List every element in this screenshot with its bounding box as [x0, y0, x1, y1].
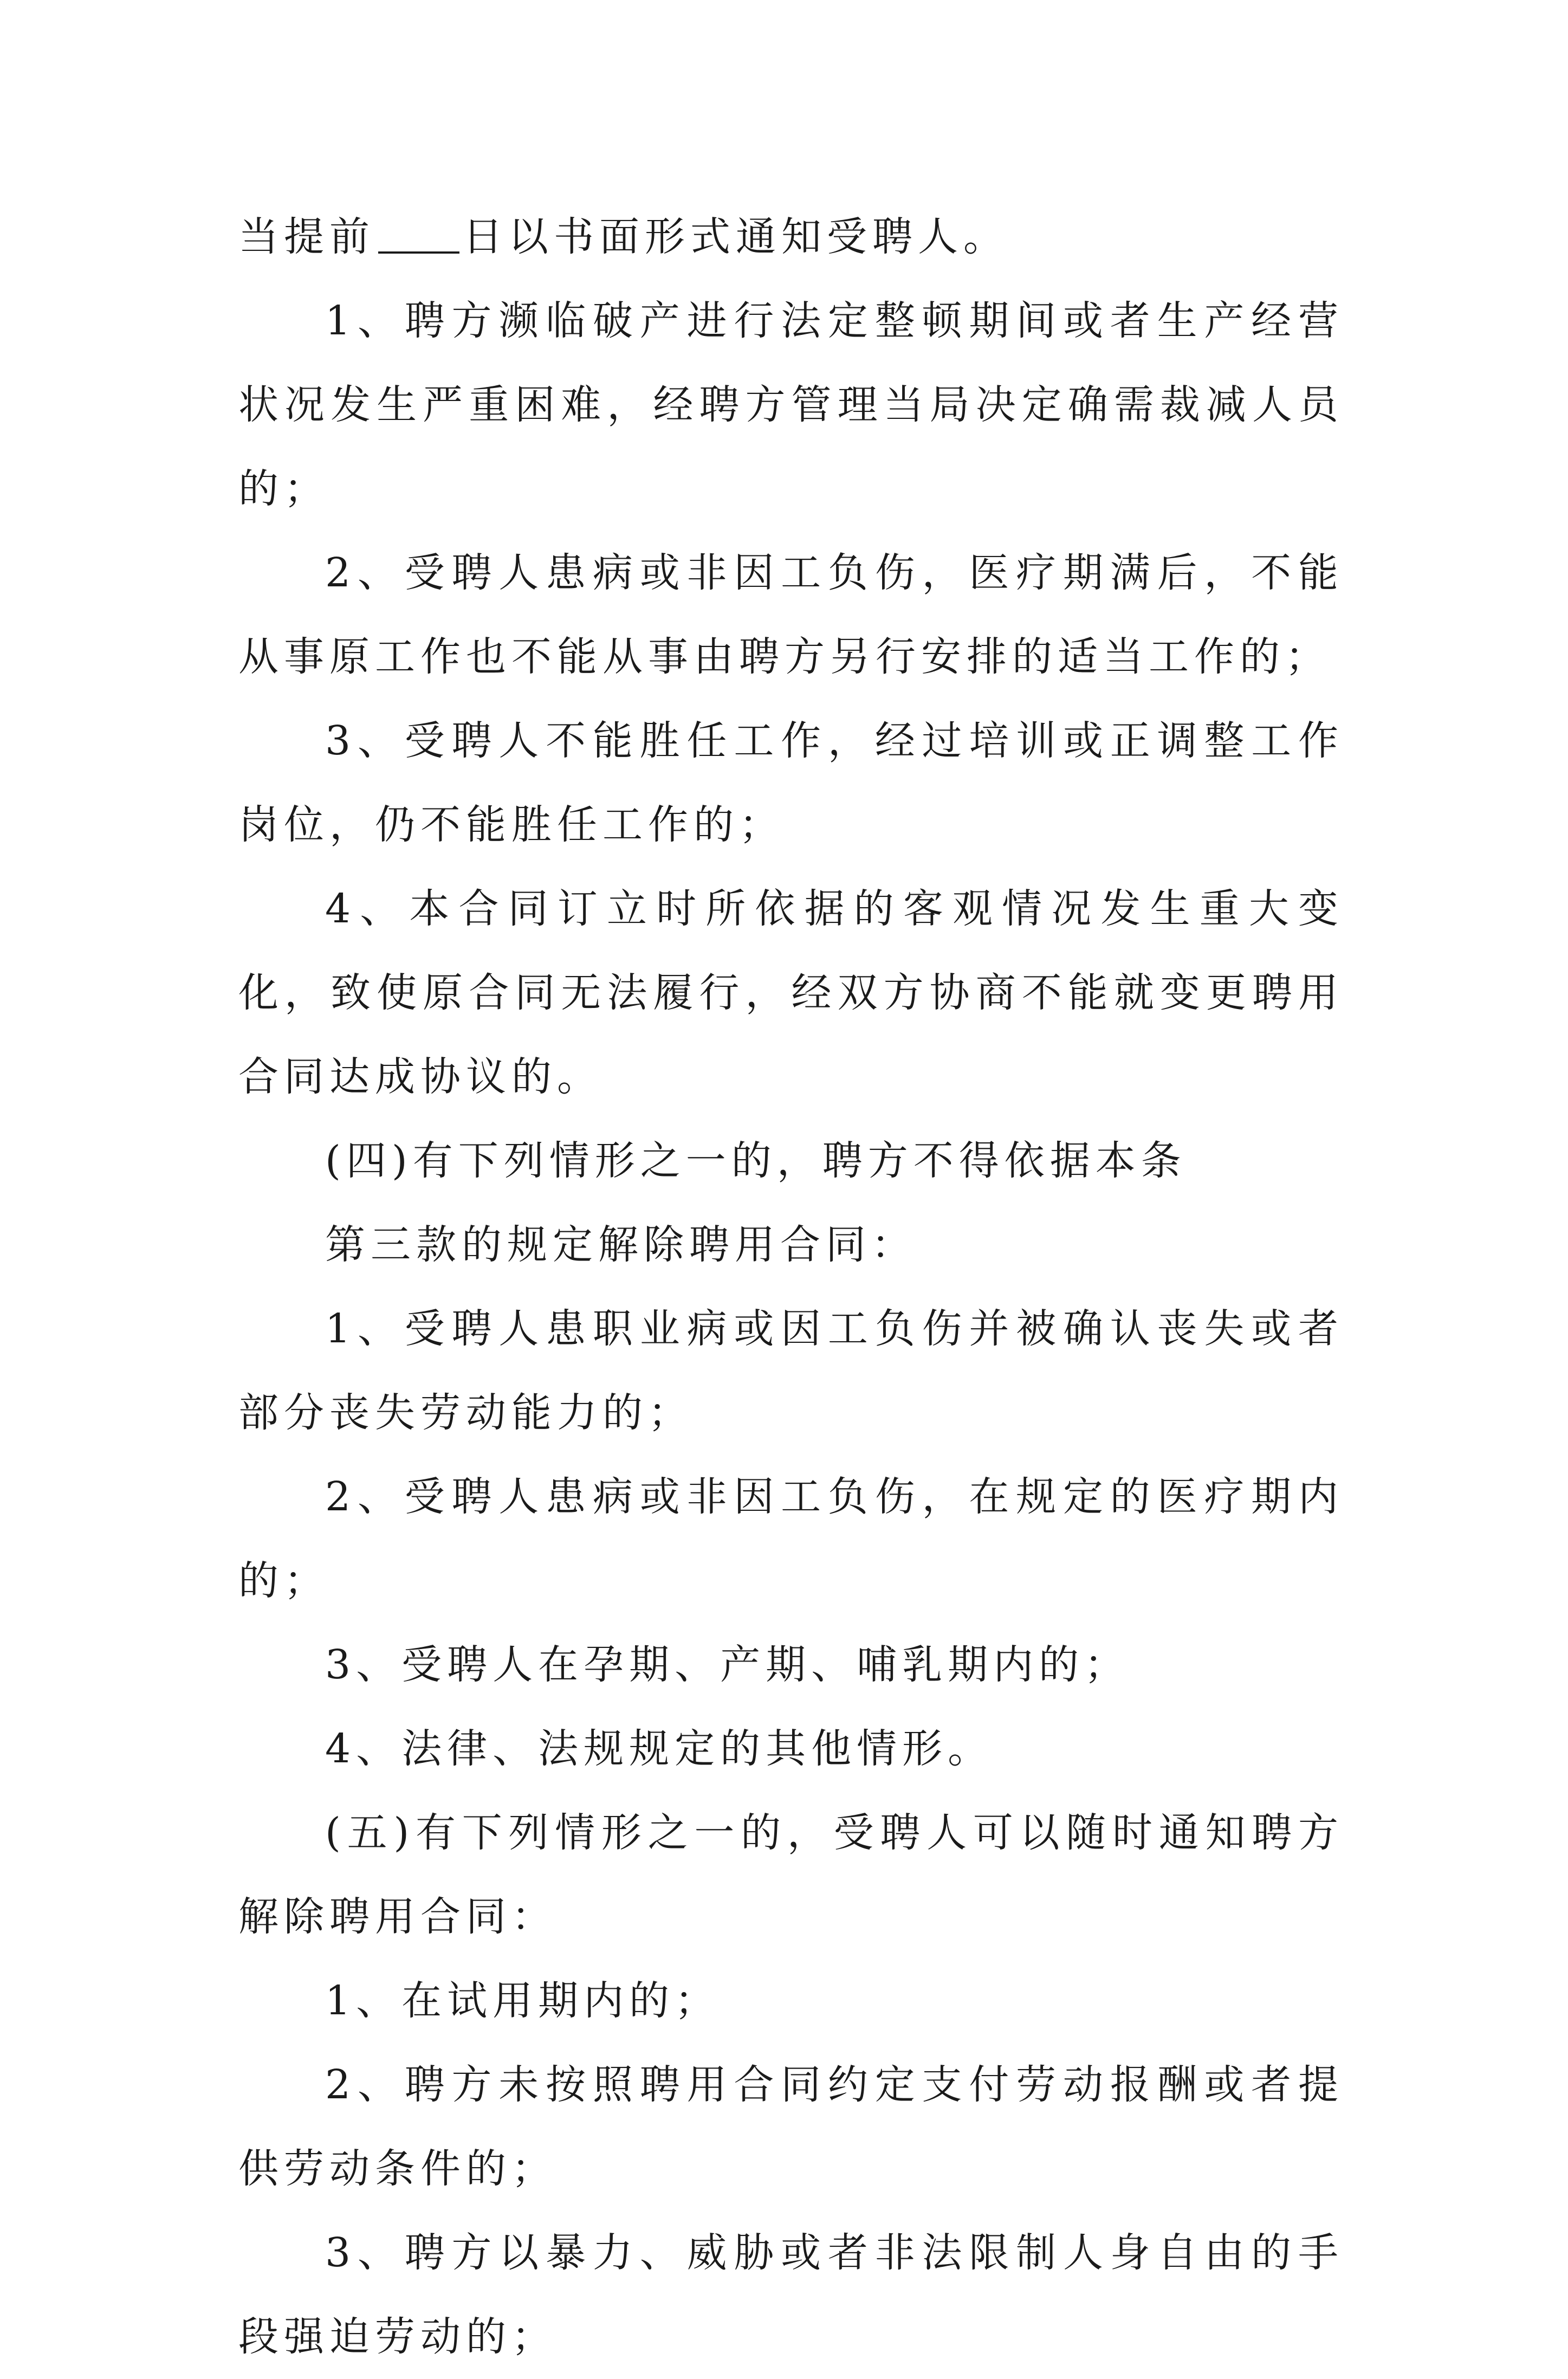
paragraph-clause: 3、受聘人在孕期、产期、哺乳期内的；	[325, 1641, 1130, 1688]
paragraph-clause: 2、聘方未按照聘用合同约定支付劳动报酬或者提供劳动条件的；	[238, 2061, 1344, 2192]
paragraph-text: 当提前	[238, 214, 375, 260]
section-heading: (四)有下列情形之一的，聘方不得依据本条	[325, 1137, 1187, 1184]
paragraph-text: 日以书面形式通知受聘人。	[463, 214, 1009, 260]
paragraph-clause: 3、聘方以暴力、威胁或者非法限制人身自由的手段强迫劳动的；	[238, 2229, 1344, 2360]
paragraph-clause: 4、法律、法规规定的其他情形。	[325, 1725, 994, 1772]
fill-in-blank	[378, 214, 459, 254]
paragraph-clause: 4、本合同订立时所依据的客观情况发生重大变化，致使原合同无法履行，经双方协商不能就变更聘用合同达成协议的。	[238, 885, 1344, 1100]
document-body	[238, 195, 1344, 2379]
paragraph-clause: 1、受聘人患职业病或因工负伤并被确认丧失或者部分丧失劳动能力的；	[238, 1305, 1344, 1436]
paragraph-clause: 2、受聘人患病或非因工负伤，医疗期满后，不能从事原工作也不能从事由聘方另行安排的适当工作的；	[238, 550, 1344, 680]
paragraph-notice-days	[238, 195, 1344, 279]
paragraph-clause: 2、受聘人患病或非因工负伤，在规定的医疗期内的；	[238, 1473, 1344, 1604]
section-heading: (五)有下列情形之一的，受聘人可以随时通知聘方解除聘用合同：	[238, 1809, 1344, 1940]
paragraph-clause: 3、受聘人不能胜任工作，经过培训或正调整工作岗位，仍不能胜任工作的；	[238, 717, 1344, 848]
paragraph-clause: 1、聘方濒临破产进行法定整顿期间或者生产经营状况发生严重困难，经聘方管理当局决定确需裁减人员的；	[238, 298, 1344, 512]
section-heading-continued: 第三款的规定解除聘用合同：	[325, 1221, 917, 1268]
paragraph-clause: 1、在试用期内的；	[325, 1977, 721, 2024]
